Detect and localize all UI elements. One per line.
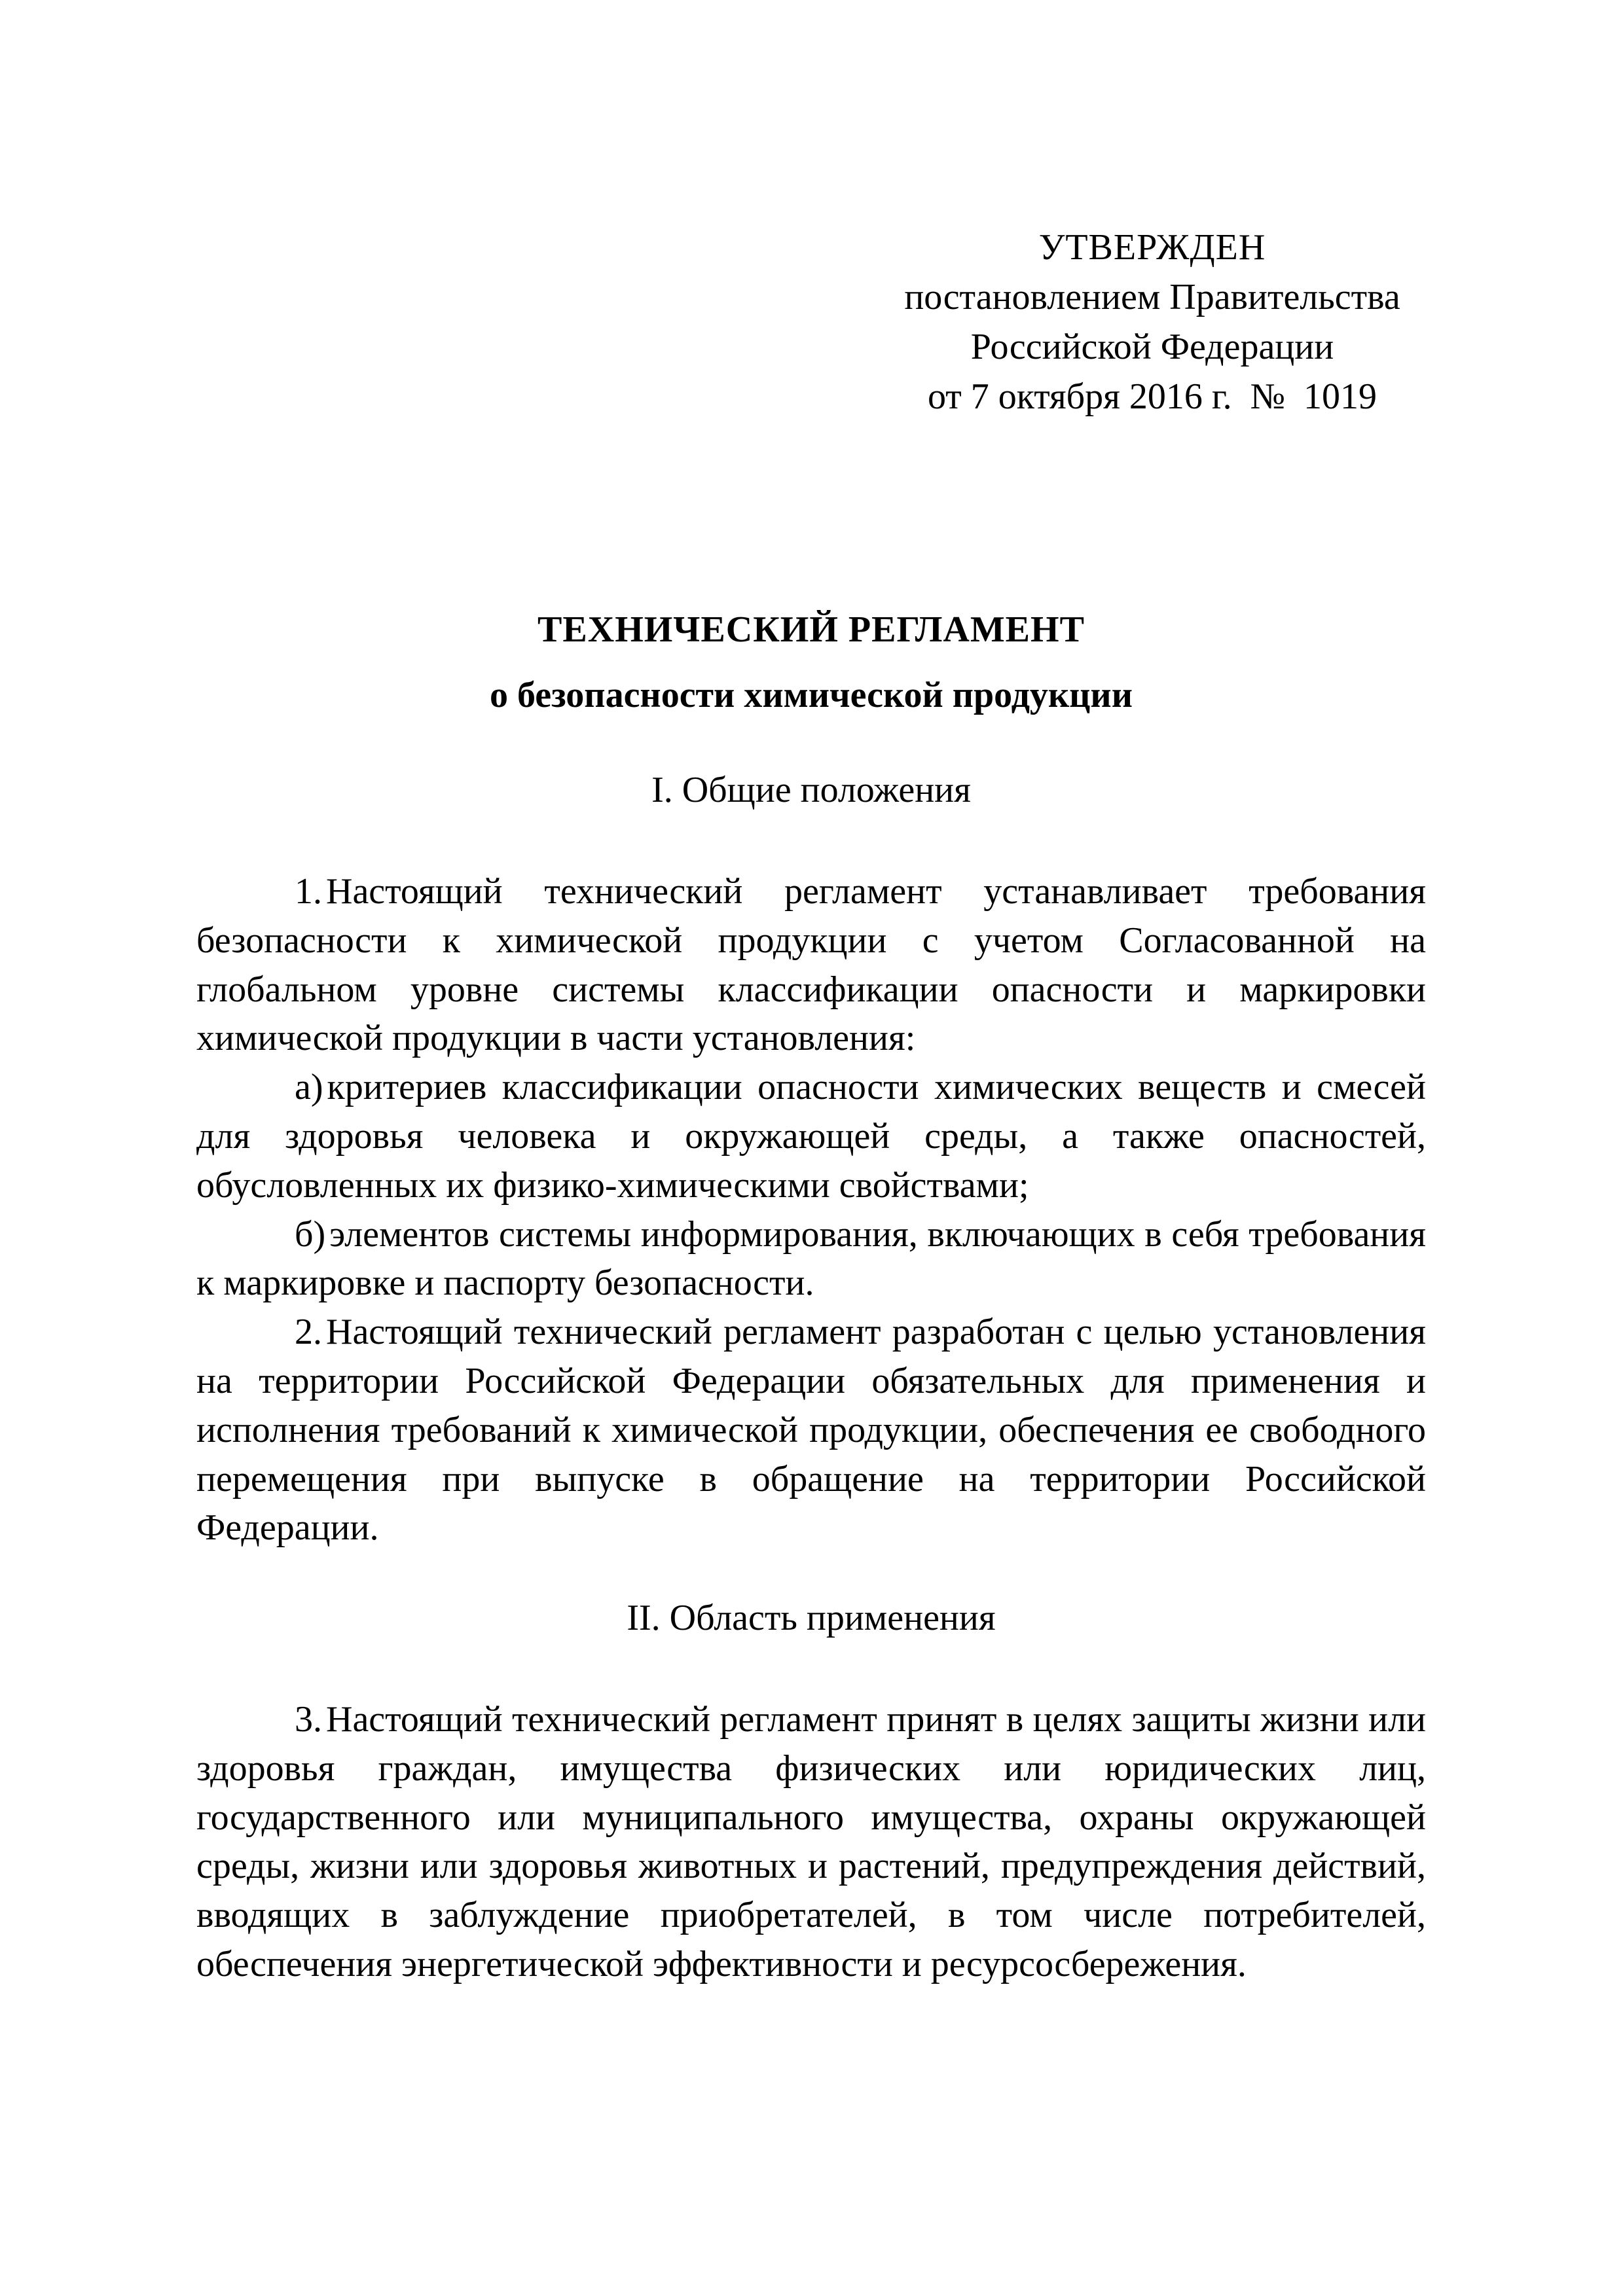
section-body-general <box>196 867 1426 1552</box>
paragraph-text: Настоящий технический регламент разработан с целью установления на территории Российской Федерации обязательных для применения и исполнения требований к химической продукции, обеспечения ее свободного перемещения при выпуске в обращение на территории Российской Федерации. <box>196 1312 1426 1549</box>
approval-line-federation: Российской Федерации <box>970 327 1334 367</box>
document-subtitle: о безопасности химической продукции <box>490 675 1133 715</box>
section-heading-general: I. Общие положения <box>651 770 971 810</box>
paragraph-marker: 2. <box>295 1312 322 1353</box>
paragraph-1a <box>196 1063 1426 1210</box>
paragraph-1b <box>196 1210 1426 1308</box>
section-body-scope <box>196 1695 1426 1989</box>
approval-line-date-number: от 7 октября 2016 г. № 1019 <box>927 376 1377 417</box>
paragraph-marker: 3. <box>295 1699 322 1740</box>
paragraph-text: Настоящий технический регламент принят в целях защиты жизни или здоровья граждан, имущества физических или юридических лиц, государственного или муниципального имущества, охраны окружающей среды, жизни или здоровья животных и растений, предупреждения действий, вводящих в заблуждение приобретателей, в том числе потребителей, обеспечения энергетической эффективности и ресурсосбережения. <box>196 1699 1426 1984</box>
approval-line-resolution: постановлением Правительства <box>904 277 1400 317</box>
approval-title: УТВЕРЖДЕН <box>1038 227 1266 268</box>
approval-stamp <box>864 223 1440 422</box>
paragraph-text: критериев классификации опасности химических веществ и смесей для здоровья человека и окружающей среды, а также опасностей, обусловленных их физико-химическими свойствами; <box>196 1067 1426 1206</box>
paragraph-marker: б) <box>295 1213 326 1255</box>
paragraph-text: Настоящий технический регламент устанавливает требования безопасности к химической продукции с учетом Согласованной на глобальном уровне системы классификации опасности и маркировки химической продукции в части установления: <box>196 871 1426 1059</box>
paragraph-3 <box>196 1695 1426 1989</box>
paragraph-1 <box>196 867 1426 1063</box>
paragraph-2 <box>196 1308 1426 1552</box>
document-title: ТЕХНИЧЕСКИЙ РЕГЛАМЕНТ <box>538 609 1085 650</box>
paragraph-marker: а) <box>295 1067 323 1108</box>
paragraph-marker: 1. <box>295 871 322 912</box>
paragraph-text: элементов системы информирования, включающих в себя требования к маркировке и паспорту безопасности. <box>196 1213 1426 1304</box>
section-heading-scope: II. Область применения <box>627 1598 996 1638</box>
